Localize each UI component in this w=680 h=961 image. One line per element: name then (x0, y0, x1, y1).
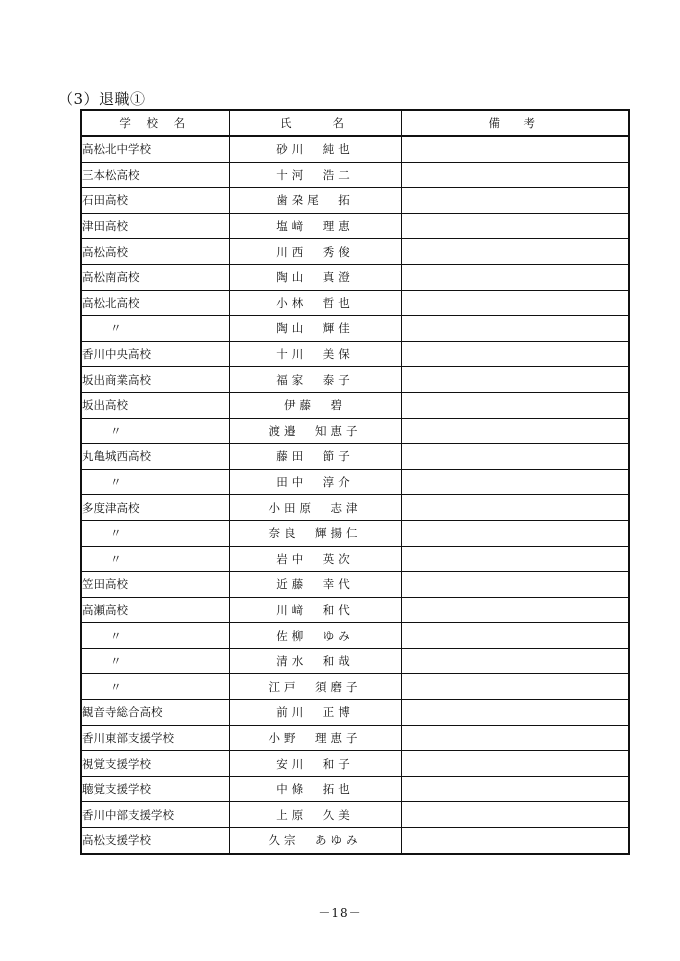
table-row (81, 213, 629, 239)
note-cell (401, 648, 629, 674)
note-cell (401, 213, 629, 239)
note-cell (401, 495, 629, 521)
name-cell: 藤田 節子 (229, 444, 401, 470)
name-cell: 小林 哲也 (229, 290, 401, 316)
table-row (81, 700, 629, 726)
table-row (81, 828, 629, 854)
school-cell: 高松北中学校 (81, 136, 229, 162)
note-cell (401, 444, 629, 470)
name-cell: 岩中 英次 (229, 546, 401, 572)
name-cell: 田中 淳介 (229, 469, 401, 495)
name-cell: 陶山 輝佳 (229, 316, 401, 342)
name-cell: 十河 浩二 (229, 162, 401, 188)
name-cell: 奈良 輝揚仁 (229, 520, 401, 546)
name-cell: 久宗 あゆみ (229, 828, 401, 854)
table-row (81, 162, 629, 188)
school-cell: 津田高校 (81, 213, 229, 239)
table-row (81, 495, 629, 521)
table-row (81, 188, 629, 214)
note-cell (401, 623, 629, 649)
note-cell (401, 546, 629, 572)
note-cell (401, 520, 629, 546)
note-cell (401, 367, 629, 393)
name-cell: 砂川 純也 (229, 136, 401, 162)
note-cell (401, 776, 629, 802)
retirement-table (80, 109, 630, 855)
name-cell: 前川 正博 (229, 700, 401, 726)
school-cell: 丸亀城西高校 (81, 444, 229, 470)
school-cell: 聴覚支援学校 (81, 776, 229, 802)
name-cell: 塩﨑 理恵 (229, 213, 401, 239)
note-cell (401, 188, 629, 214)
table-row (81, 674, 629, 700)
name-cell: 川西 秀俊 (229, 239, 401, 265)
table-row (81, 751, 629, 777)
note-cell (401, 392, 629, 418)
school-cell: 笠田高校 (81, 572, 229, 598)
note-cell (401, 264, 629, 290)
school-cell: 坂出高校 (81, 392, 229, 418)
name-cell: 十川 美保 (229, 341, 401, 367)
name-cell: 陶山 真澄 (229, 264, 401, 290)
table-row (81, 290, 629, 316)
name-cell: 伊藤 碧 (229, 392, 401, 418)
table-row (81, 572, 629, 598)
school-cell: 坂出商業高校 (81, 367, 229, 393)
table-row (81, 597, 629, 623)
school-cell: 視覚支援学校 (81, 751, 229, 777)
note-cell (401, 418, 629, 444)
note-cell (401, 802, 629, 828)
header-school: 学 校 名 (81, 110, 229, 136)
page-number: －18－ (318, 906, 362, 920)
school-cell: 香川中部支援学校 (81, 802, 229, 828)
table-row (81, 239, 629, 265)
school-cell: 〃 (81, 316, 229, 342)
table-row (81, 520, 629, 546)
table-row (81, 623, 629, 649)
table-row (81, 264, 629, 290)
name-cell: 福家 泰子 (229, 367, 401, 393)
name-cell: 近藤 幸代 (229, 572, 401, 598)
table-row (81, 418, 629, 444)
note-cell (401, 751, 629, 777)
table-row (81, 546, 629, 572)
school-cell: 〃 (81, 546, 229, 572)
table-row (81, 648, 629, 674)
note-cell (401, 469, 629, 495)
name-cell: 渡邉 知恵子 (229, 418, 401, 444)
name-cell: 佐柳 ゆみ (229, 623, 401, 649)
table-row (81, 316, 629, 342)
table-row (81, 444, 629, 470)
school-cell: 〃 (81, 648, 229, 674)
school-cell: 高松高校 (81, 239, 229, 265)
school-cell: 香川中央高校 (81, 341, 229, 367)
note-cell (401, 316, 629, 342)
school-cell: 石田高校 (81, 188, 229, 214)
note-cell (401, 136, 629, 162)
school-cell: 〃 (81, 418, 229, 444)
school-cell: 高瀬高校 (81, 597, 229, 623)
school-cell: 〃 (81, 520, 229, 546)
header-note: 備 考 (401, 110, 629, 136)
table-row (81, 136, 629, 162)
note-cell (401, 700, 629, 726)
table-row (81, 367, 629, 393)
table-row (81, 802, 629, 828)
note-cell (401, 239, 629, 265)
name-cell: 川﨑 和代 (229, 597, 401, 623)
school-cell: 〃 (81, 623, 229, 649)
note-cell (401, 725, 629, 751)
note-cell (401, 572, 629, 598)
school-cell: 高松支援学校 (81, 828, 229, 854)
section-title: （3）退職① (58, 90, 146, 108)
name-cell: 中條 拓也 (229, 776, 401, 802)
name-cell: 清水 和哉 (229, 648, 401, 674)
school-cell: 多度津高校 (81, 495, 229, 521)
school-cell: 〃 (81, 674, 229, 700)
name-cell: 江戸 須磨子 (229, 674, 401, 700)
header-name: 氏 名 (229, 110, 401, 136)
table-header-row (81, 110, 629, 136)
table-row (81, 725, 629, 751)
note-cell (401, 597, 629, 623)
name-cell: 歯朶尾 拓 (229, 188, 401, 214)
school-cell: 三本松高校 (81, 162, 229, 188)
note-cell (401, 162, 629, 188)
school-cell: 香川東部支援学校 (81, 725, 229, 751)
table-row (81, 469, 629, 495)
table-body (81, 136, 629, 854)
school-cell: 観音寺総合高校 (81, 700, 229, 726)
table-row (81, 341, 629, 367)
note-cell (401, 674, 629, 700)
name-cell: 上原 久美 (229, 802, 401, 828)
school-cell: 高松南高校 (81, 264, 229, 290)
school-cell: 〃 (81, 469, 229, 495)
school-cell: 高松北高校 (81, 290, 229, 316)
name-cell: 小田原 志津 (229, 495, 401, 521)
table-row (81, 776, 629, 802)
note-cell (401, 290, 629, 316)
note-cell (401, 341, 629, 367)
name-cell: 小野 理恵子 (229, 725, 401, 751)
table-row (81, 392, 629, 418)
note-cell (401, 828, 629, 854)
name-cell: 安川 和子 (229, 751, 401, 777)
